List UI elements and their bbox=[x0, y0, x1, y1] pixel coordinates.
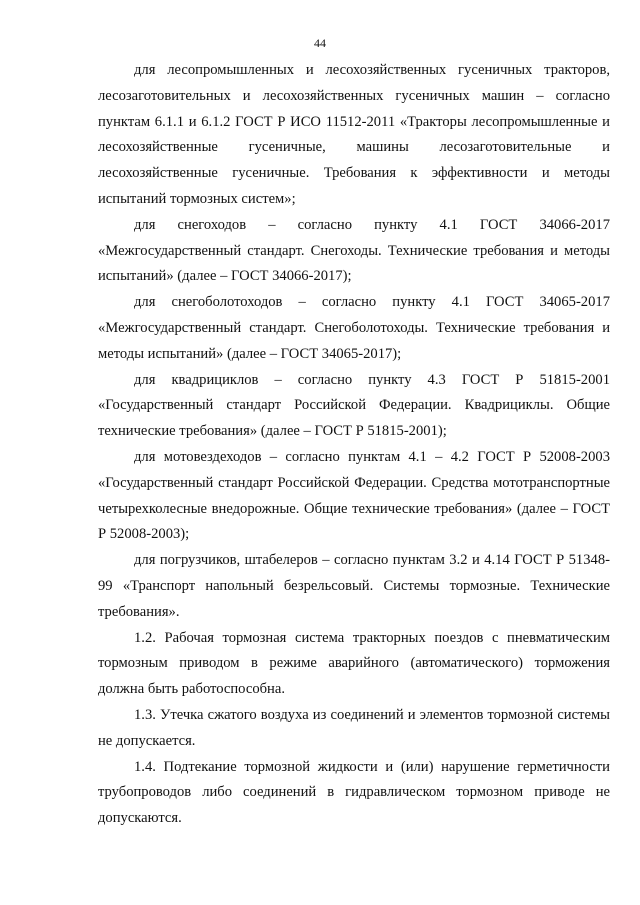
paragraph-quadricycles: для квадрициклов – согласно пункту 4.3 ГОСТ Р 51815-2001 «Государственный стандарт Российской Федерации. Квадрициклы. Общие технические требования» (далее – ГОСТ Р 51815-2001); bbox=[98, 371, 610, 440]
paragraph-1-2: 1.2. Рабочая тормозная система тракторных поездов с пневматическим тормозным приводом в режиме аварийного (автоматического) торможения должна быть работоспособна. bbox=[98, 629, 610, 698]
paragraph-atvs: для мотовездеходов – согласно пунктам 4.1 – 4.2 ГОСТ Р 52008-2003 «Государственный стандарт Российской Федерации. Средства мототранспортные четырехколесные внедорожные. Общие технические требования» (далее – ГОСТ Р 52008-2003); bbox=[98, 448, 610, 543]
paragraph-snow-swamp-vehicles: для снегоболотоходов – согласно пункту 4.1 ГОСТ 34065-2017 «Межгосударственный стандарт. Снегоболотоходы. Технические требования и методы испытаний» (далее – ГОСТ 34065-2017); bbox=[98, 294, 610, 362]
paragraph-forestry-tractors: для лесопромышленных и лесохозяйственных гусеничных тракторов, лесозаготовительных и лесохозяйственных гусеничных машин – согласно пунктам 6.1.1 и 6.1.2 ГОСТ Р ИСО 11512-2011 «Тракторы лесопромышленные и лесохозяйственные гусеничные, машины лесозаготовительные и лесохозяйственные гусеничные. Требования к эффективности и методы испытаний тормозных систем»; bbox=[98, 62, 610, 207]
paragraph-1-3: 1.3. Утечка сжатого воздуха из соединений и элементов тормозной системы не допускается. bbox=[98, 706, 610, 749]
paragraph-loaders-stackers: для погрузчиков, штабелеров – согласно пунктам 3.2 и 4.14 ГОСТ Р 51348-99 «Транспорт напольный безрельсовый. Системы тормозные. Технические требования». bbox=[98, 552, 610, 620]
document-body bbox=[98, 58, 610, 832]
page-number: 44 bbox=[314, 36, 326, 50]
paragraph-1-4: 1.4. Подтекание тормозной жидкости и (или) нарушение герметичности трубопроводов либо соединений в гидравлическом тормозном приводе не допускаются. bbox=[98, 758, 610, 827]
paragraph-snowmobiles: для снегоходов – согласно пункту 4.1 ГОСТ 34066-2017 «Межгосударственный стандарт. Снегоходы. Технические требования и методы испытаний» (далее – ГОСТ 34066-2017); bbox=[98, 216, 610, 285]
